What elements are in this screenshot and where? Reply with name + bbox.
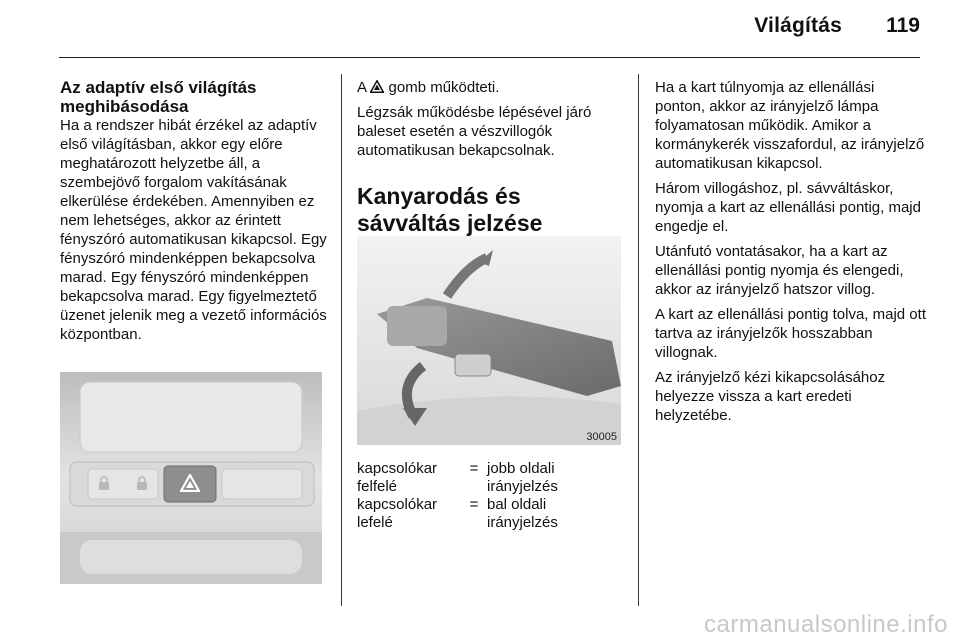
figure-code: 30005 (586, 431, 617, 443)
lock-icon (136, 476, 148, 490)
column-divider-2 (638, 74, 639, 606)
lever-direction-table (357, 460, 619, 532)
definition-row (357, 496, 619, 532)
header-divider (59, 57, 920, 58)
section-title-turn-signals: Kanyarodás és sávváltás jelzése (357, 183, 543, 236)
hazard-button-figure (60, 372, 322, 584)
hazard-button-sentence (357, 78, 622, 97)
lever-direction-table-wrap (357, 460, 619, 532)
afl-failure-paragraph: Ha a rendszer hibát érzékel az adaptív első világításban, akkor egy előre meghatározott helyzetbe áll, a szembejövő forgalom vakításának elkerülése érdekében. Amennyiben ez nem lehetséges, akkor az érintett fényszóró automatikusan kikapcsol. Egy fényszóró mindenképpen bekapcsolva marad. Egy fényszóró mindenképpen bekapcsolva marad. Egy figyelmeztető üzenet jelenik meg a vezető információs központban. (60, 117, 327, 343)
curved-arrow-up-icon (475, 248, 495, 268)
turn-signal-lever-figure (357, 236, 621, 445)
hazard-warning-triangle-icon (370, 79, 384, 92)
definition-value: bal oldali irányjelzés (487, 496, 558, 531)
trailer-paragraph: Utánfutó vontatásakor, ha a kart az ellenállási pontig nyomja és elengedi, akkor az irányjelző hatszor villog. (655, 243, 904, 298)
overpress-paragraph: Ha a kart túlnyomja az ellenállási ponton, akkor az irányjelző lámpa folyamatosan működik. Amikor a kormánykerék visszafordul, az irányjelző automatikusan kikapcsol. (655, 79, 925, 172)
three-flash-paragraph: Három villogáshoz, pl. sávváltáskor, nyomja a kart az ellenállási pontig, majd engedje el. (655, 180, 921, 235)
airbag-hazard-paragraph: Légzsák működésbe lépésével járó baleset esetén a vészvillogók automatikusan bekapcsolnak. (357, 104, 592, 159)
page-number: 119 (886, 14, 920, 37)
page-title: Világítás (754, 14, 842, 37)
column-right (655, 78, 927, 425)
column-left (60, 78, 330, 398)
definition-value: jobb oldali irányjelzés (487, 460, 558, 495)
subheading-afl-failure: Az adaptív első világítás meghibásodása (60, 78, 257, 116)
lock-icon (98, 476, 110, 490)
sentence-prefix: A (357, 79, 367, 96)
sentence-suffix: gomb működteti. (388, 79, 500, 96)
definition-key: kapcsolókar lefelé (357, 496, 438, 531)
column-divider-1 (341, 74, 342, 606)
curved-arrow-down-icon (403, 404, 427, 426)
hazard-warning-triangle-icon (180, 474, 200, 492)
definition-separator: = (469, 460, 479, 477)
definition-key: kapcsolókar felfelé (357, 460, 438, 495)
column-middle (357, 78, 622, 237)
definition-row (357, 460, 619, 496)
manual-off-paragraph: Az irányjelző kézi kikapcsolásához helyezze vissza a kart eredeti helyzetébe. (655, 369, 886, 424)
definition-separator: = (469, 496, 479, 513)
watermark: carmanualsonline.info (704, 611, 948, 638)
page-header (0, 0, 960, 58)
hold-paragraph: A kart az ellenállási pontig tolva, majd ott tartva az irányjelzők hosszabban villognak. (655, 306, 926, 361)
